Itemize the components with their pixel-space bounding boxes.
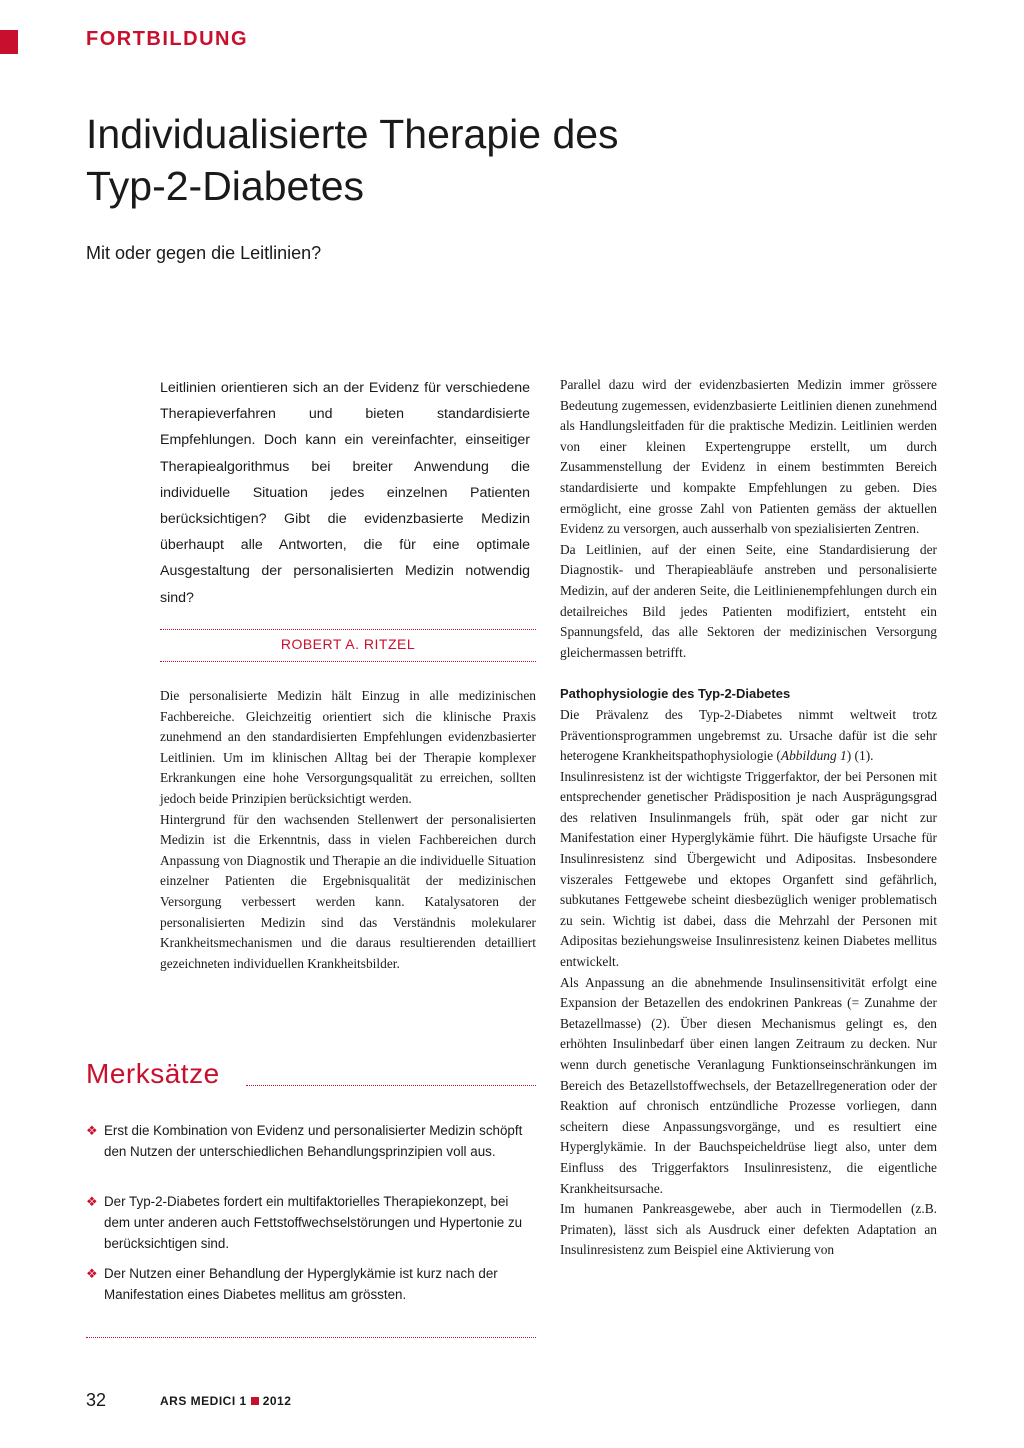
author-divider-bottom [160, 661, 536, 662]
column-left-body [160, 686, 536, 974]
spacer [560, 663, 937, 684]
square-separator-icon [251, 1397, 259, 1405]
body-paragraph: Als Anpassung an die abnehmende Insulinsensitivität erfolgt eine Expansion der Betazellen des endokrinen Pankreas (= Zunahme der Betazellmasse) (2). Über diesen Mechanismus gelingt es, den erhöhten Insulinbedarf über einen langen Zeitraum zu decken. Nur wenn durch genetische Veranlagung Funktionseinschränkungen im Bereich des Betazellstoffwechsels, der Betazellregeneration oder der Reaktion auf chronisch entzündliche Prozesse vorliegen, dann scheitern diese Anpassungsvorgänge, und es resultiert eine Hyperglykämie. In der Bauchspeicheldrüse liegt also, unter dem Einfluss des Triggerfaktors Insulinresistenz, die eigentliche Krankheitsursache. [560, 974, 937, 1196]
body-paragraph: Da Leitlinien, auf der einen Seite, eine Standardisierung der Diagnostik- und Therapieabläufe anstreben und personalisierte Medizin, auf der anderen Seite, die Leitlinienempfehlungen durch ein detailreiches Bild jedes Patienten modifiziert, entsteht ein Spannungsfeld, das alle Sektoren der medizinischen Versorgung gleichermassen betrifft. [560, 541, 937, 660]
author-name: ROBERT A. RITZEL [280, 636, 416, 652]
section-subheading: Pathophysiologie des Typ-2-Diabetes [560, 686, 791, 702]
merksaetze-bottom-divider [86, 1337, 536, 1338]
column-right-body [560, 375, 937, 1261]
article-title: Individualisierte Therapie des Typ-2-Diabetes [86, 111, 619, 209]
journal-year: 2012 [262, 1394, 292, 1408]
article-subtitle: Mit oder gegen die Leitlinien? [86, 243, 322, 263]
merksaetze-divider [246, 1085, 536, 1086]
section-marker [0, 30, 18, 54]
section-label: FORTBILDUNG [86, 28, 249, 50]
body-paragraph: Im humanen Pankreasgewebe, aber auch in Tiermodellen (z.B. Primaten), lässt sich als Ausdruck einer defekten Adaptation an Insulinresistenz zum Beispiel eine Aktivierung von [560, 1201, 937, 1258]
merksatz-item [86, 1120, 526, 1162]
diamond-bullet-icon: ❖ [86, 1194, 98, 1209]
lead-paragraph: Leitlinien orientieren sich an der Evidenz für verschiedene Therapieverfahren und bieten standardisierte Empfehlungen. Doch kann ein vereinfachter, einseitiger Therapiealgorithmus bei breiter Anwendung die individuelle Situation jedes einzelnen Patienten berücksichtigen? Gibt die evidenzbasierte Medizin überhaupt alle Antworten, die für eine optimale Ausgestaltung der personalisierten Medizin notwendig sind? [160, 380, 530, 606]
body-paragraph: Insulinresistenz ist der wichtigste Triggerfaktor, der bei Personen mit entsprechender genetischer Prädisposition je nach Ausprägungsgrad des relativen Insulinmangels früh, spät oder gar nicht zur Manifestation einer Hyperglykämie führt. Die häufigste Ursache für Insulinresistenz sind Übergewicht und Adipositas. Insbesondere viszerales Fettgewebe und ektopes Organfett sind gefährlich, subkutanes Fettgewebe scheint diesbezüglich weniger problematisch zu sein. Wichtig ist dabei, dass die Mehrzahl der Personen mit Adipositas beziehungsweise Insulinresistenz keinen Diabetes mellitus entwickelt. [560, 768, 937, 970]
merksatz-text: Der Typ-2-Diabetes fordert ein multifaktorielles Therapiekonzept, bei dem unter anderen auch Fettstoffwechselstörungen und Hypertonie zu berücksichtigen sind. [104, 1194, 523, 1251]
journal-name: ARS MEDICI 1 [160, 1394, 247, 1408]
merksatz-item [86, 1191, 526, 1254]
diamond-bullet-icon: ❖ [86, 1266, 98, 1281]
merksatz-item [86, 1263, 526, 1305]
body-text: ) (1). [846, 748, 874, 764]
body-text: Die Prävalenz des Typ-2-Diabetes nimmt weltweit trotz Präventionsprogrammen ungebremst zu. Ursache dafür ist die sehr heterogene Krankheitspathophysiologie ( [560, 706, 937, 764]
footer-journal [160, 1394, 291, 1408]
merksatz-text: Der Nutzen einer Behandlung der Hyperglykämie ist kurz nach der Manifestation eines Diabetes mellitus am grössten. [104, 1266, 498, 1302]
merksaetze-title: Merksätze [86, 1058, 220, 1089]
body-paragraph: Hintergrund für den wachsenden Stellenwert der personalisierten Medizin ist die Erkenntnis, dass in vielen Fachbereichen durch Anpassung von Diagnostik und Therapie an die individuelle Situation einzelner Patienten die Ergebnisqualität der medizinischen Versorgung verbessert werden kann. Katalysatoren der personalisierten Medizin sind das Verständnis molekularer Krankheitsmechanismen und die daraus resultierenden detailliert gezeichneten individuellen Krankheitsbilder. [160, 811, 536, 971]
body-paragraph [560, 705, 937, 767]
page-number: 32 [86, 1390, 107, 1410]
figure-reference: Abbildung 1 [780, 748, 847, 764]
author-divider-top [160, 629, 536, 630]
body-paragraph: Die personalisierte Medizin hält Einzug in alle medizinischen Fachbereiche. Gleichzeitig orientiert sich die klinische Praxis zunehmend an den standardisierten Empfehlungen evidenzbasierter Leitlinien. Um im klinischen Alltag bei der Therapie komplexer Erkrankungen eine hohe Versorgungsqualität zu erreichen, sollten jedoch beide Prinzipien berücksichtigt werden. [160, 688, 536, 806]
merksatz-text: Erst die Kombination von Evidenz und personalisierter Medizin schöpft den Nutzen der unterschiedlichen Behandlungsprinzipien voll aus. [104, 1123, 523, 1159]
diamond-bullet-icon: ❖ [86, 1123, 98, 1138]
body-paragraph: Parallel dazu wird der evidenzbasierten Medizin immer grössere Bedeutung zugemessen, evidenzbasierte Leitlinien dienen zunehmend als Handlungsleitfaden für die praktische Medizin. Leitlinien werden von einer kleinen Expertengruppe erstellt, um durch Zusammenstellung der Evidenz in einem bestimmten Bereich standardisierte und kompakte Empfehlungen zu geben. Dies ermöglicht, eine grosse Zahl von Patienten gemäss der aktuellen Evidenz zu versorgen, auch ausserhalb von spezialisierten Zentren. [560, 377, 937, 537]
merksaetze-header [86, 1058, 536, 1090]
